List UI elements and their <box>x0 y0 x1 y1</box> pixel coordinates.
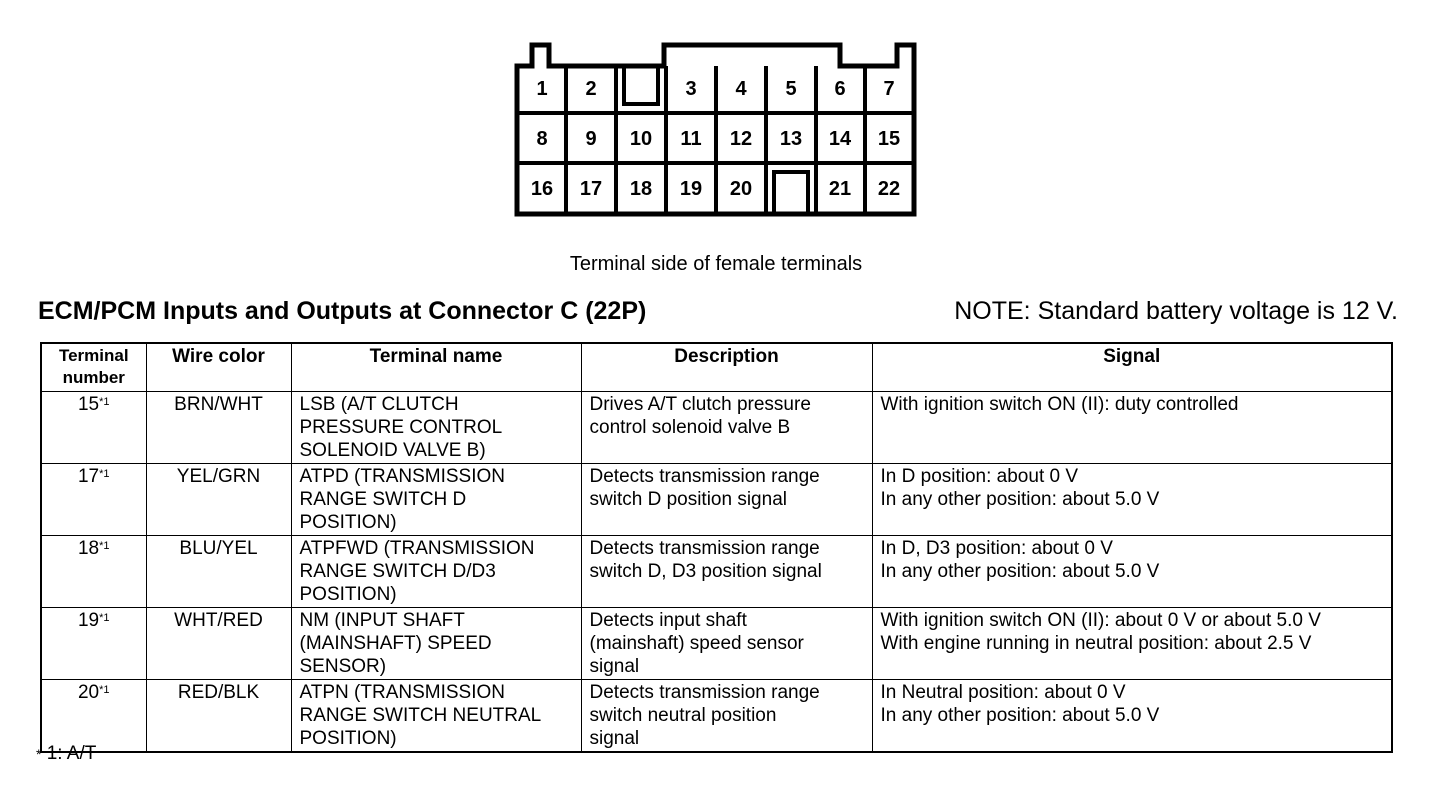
terminal-name-cell: ATPFWD (TRANSMISSION RANGE SWITCH D/D3 POSITION) <box>291 536 581 608</box>
table-row <box>41 464 1392 536</box>
description-cell: Detects input shaft (mainshaft) speed sensor signal <box>581 608 872 680</box>
table-row <box>41 608 1392 680</box>
wire-color-cell: WHT/RED <box>146 608 291 680</box>
table-row <box>41 680 1392 753</box>
pin-label: 22 <box>877 178 901 200</box>
footnote-text: 1: A/T <box>46 743 97 764</box>
terminal-name-cell: NM (INPUT SHAFT (MAINSHAFT) SPEED SENSOR) <box>291 608 581 680</box>
signal-cell: In D, D3 position: about 0 V In any other position: about 5.0 V <box>872 536 1392 608</box>
connector-diagram <box>0 0 1456 250</box>
wire-color-cell: YEL/GRN <box>146 464 291 536</box>
voltage-note: NOTE: Standard battery voltage is 12 V. <box>954 297 1398 325</box>
pin-label: 10 <box>629 128 653 150</box>
pin-label: 3 <box>685 78 697 100</box>
terminal-number-cell: 19$^{*1}$ <box>41 608 146 680</box>
terminal-number-cell: 18$^{*1}$ <box>41 536 146 608</box>
footnote-ref: *1 <box>99 396 110 408</box>
pin-label: 12 <box>729 128 753 150</box>
pin-label: 11 <box>680 128 702 150</box>
pin-label: 15 <box>877 128 901 150</box>
description-cell: Detects transmission range switch D, D3 position signal <box>581 536 872 608</box>
pin-label: 5 <box>785 78 797 100</box>
connector-caption: Terminal side of female terminals <box>569 253 863 275</box>
description-cell: Drives A/T clutch pressure control solenoid valve B <box>581 392 872 464</box>
terminal-name-cell: LSB (A/T CLUTCH PRESSURE CONTROL SOLENOID VALVE B) <box>291 392 581 464</box>
signal-cell: In D position: about 0 V In any other position: about 5.0 V <box>872 464 1392 536</box>
header-description: Description <box>581 343 872 392</box>
table-body <box>41 392 1392 753</box>
header-signal: Signal <box>872 343 1392 392</box>
header-terminal-name: Terminal name <box>291 343 581 392</box>
pin-label: 19 <box>679 178 703 200</box>
wire-color-cell: RED/BLK <box>146 680 291 753</box>
pin-label: 17 <box>579 178 603 200</box>
pin-label: 1 <box>536 78 548 100</box>
terminal-number-cell: 17$^{*1}$ <box>41 464 146 536</box>
footnote-ref: *1 <box>99 684 110 696</box>
description-cell: Detects transmission range switch neutral position signal <box>581 680 872 753</box>
signal-cell: With ignition switch ON (II): about 0 V or about 5.0 V With engine running in neutral position: about 2.5 V <box>872 608 1392 680</box>
footnote-marker: * <box>36 746 42 762</box>
signal-cell: With ignition switch ON (II): duty controlled <box>872 392 1392 464</box>
footnote-ref: *1 <box>99 612 110 624</box>
pin-label: 14 <box>828 128 852 150</box>
terminal-number-cell: 15$^{*1}$ <box>41 392 146 464</box>
pin-label: 16 <box>530 178 554 200</box>
footnote <box>36 743 96 765</box>
wire-color-cell: BRN/WHT <box>146 392 291 464</box>
pin-label: 8 <box>536 128 548 150</box>
pin-label: 18 <box>629 178 653 200</box>
description-cell: Detects transmission range switch D position signal <box>581 464 872 536</box>
table-row <box>41 536 1392 608</box>
pin-label: 6 <box>834 78 846 100</box>
pin-label: 7 <box>883 78 895 100</box>
pin-label: 21 <box>828 178 852 200</box>
pin-label: 2 <box>585 78 597 100</box>
table-header-row <box>41 343 1392 392</box>
table-row <box>41 392 1392 464</box>
footnote-ref: *1 <box>99 468 110 480</box>
wire-color-cell: BLU/YEL <box>146 536 291 608</box>
pin-label: 13 <box>779 128 803 150</box>
pin-label: 4 <box>735 78 747 100</box>
terminal-number-cell: 20$^{*1}$ <box>41 680 146 753</box>
pin-label: 20 <box>729 178 753 200</box>
terminal-name-cell: ATPD (TRANSMISSION RANGE SWITCH D POSITION) <box>291 464 581 536</box>
pin-label: 9 <box>585 128 597 150</box>
terminal-name-cell: ATPN (TRANSMISSION RANGE SWITCH NEUTRAL POSITION) <box>291 680 581 753</box>
section-title: ECM/PCM Inputs and Outputs at Connector C (22P) <box>38 297 647 325</box>
signal-cell: In Neutral position: about 0 V In any other position: about 5.0 V <box>872 680 1392 753</box>
header-terminal-number: Terminal number <box>41 343 146 392</box>
header-wire-color: Wire color <box>146 343 291 392</box>
io-table <box>40 342 1393 753</box>
footnote-ref: *1 <box>99 540 110 552</box>
